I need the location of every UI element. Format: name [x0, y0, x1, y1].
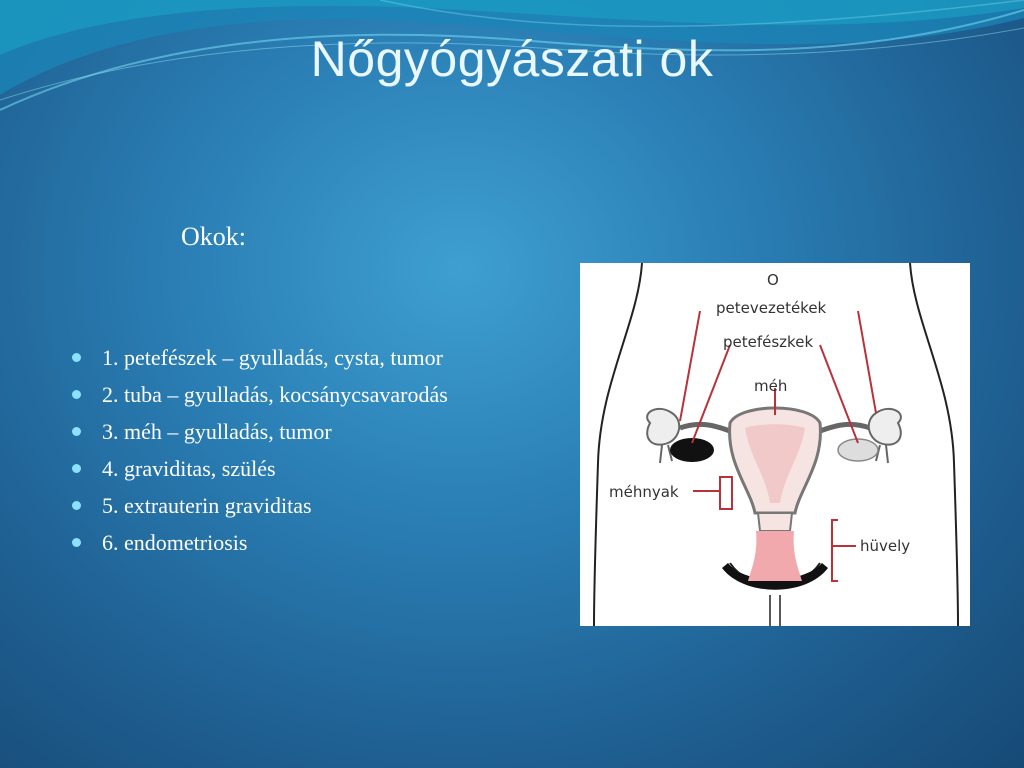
list-item: [72, 491, 448, 528]
label-uterus: méh: [754, 377, 788, 395]
bullet-icon: [72, 427, 81, 436]
list-item: [72, 343, 448, 380]
marker-label: O: [767, 271, 779, 289]
cervix: [758, 513, 792, 531]
body-outline: [910, 263, 958, 626]
list-item: [72, 417, 448, 454]
list-item: [72, 454, 448, 491]
bullet-icon: [72, 538, 81, 547]
vagina: [748, 531, 802, 581]
anatomy-diagram: [580, 263, 970, 626]
body-outline: [594, 263, 642, 626]
list-item-text: 6. endometriosis: [102, 530, 248, 555]
label-ovaries: petefészkek: [723, 333, 814, 351]
bullet-icon: [72, 464, 81, 473]
list-item-text: 2. tuba – gyulladás, kocsánycsavarodás: [102, 382, 448, 407]
bullet-icon: [72, 390, 81, 399]
list-item: [72, 528, 448, 565]
list-item: [72, 380, 448, 417]
causes-list: [72, 343, 448, 565]
fallopian-tube-left: [680, 424, 735, 433]
causes-heading: Okok:: [181, 222, 246, 251]
slide-title: Nőgyógyászati ok: [310, 31, 714, 87]
bullet-icon: [72, 353, 81, 362]
label-fallopian-tubes: petevezetékek: [716, 299, 827, 317]
list-item-text: 1. petefészek – gyulladás, cysta, tumor: [102, 345, 443, 370]
label-vagina: hüvely: [860, 537, 911, 555]
list-item-text: 5. extrauterin graviditas: [102, 493, 312, 518]
list-item-text: 3. méh – gyulladás, tumor: [102, 419, 332, 444]
list-item-text: 4. graviditas, szülés: [102, 456, 276, 481]
fallopian-tube-right: [815, 424, 870, 433]
label-cervix: méhnyak: [609, 483, 679, 501]
bullet-icon: [72, 501, 81, 510]
